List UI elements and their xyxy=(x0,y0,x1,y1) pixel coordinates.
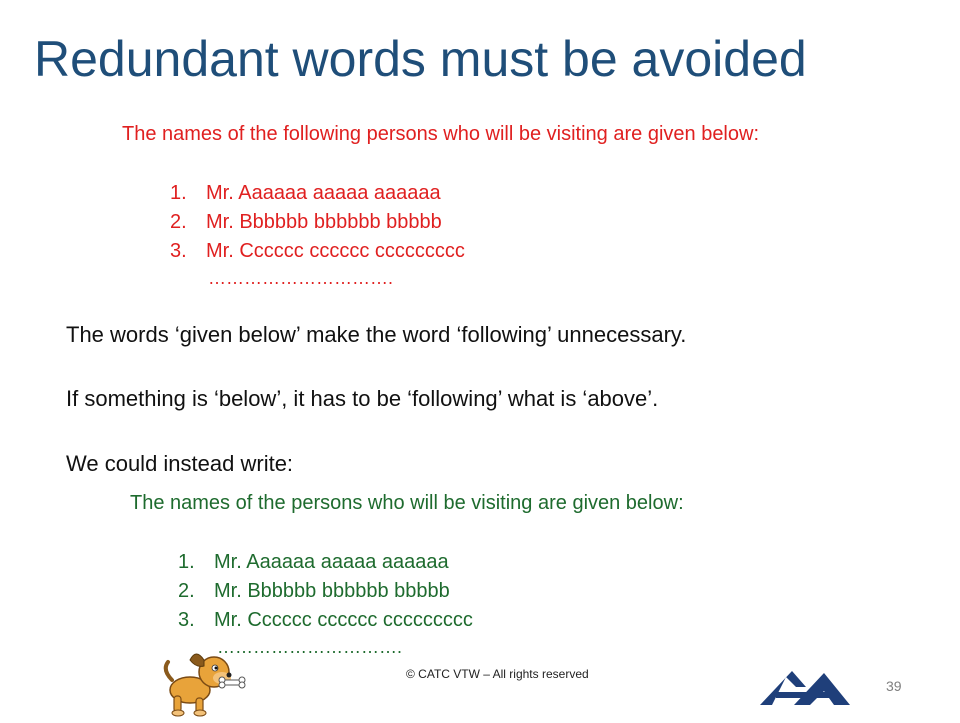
copyright-footer: © CATC VTW – All rights reserved xyxy=(406,667,589,681)
slide-title: Redundant words must be avoided xyxy=(34,31,807,87)
list-text: Mr. Cccccc cccccc ccccccccc xyxy=(206,240,465,262)
list-number: 1. xyxy=(170,182,187,204)
list-text: Mr. Aaaaaa aaaaa aaaaaa xyxy=(214,551,449,573)
list-number: 2. xyxy=(178,580,195,602)
list-item xyxy=(170,237,465,266)
list-number: 3. xyxy=(178,609,195,631)
corrected-example-intro: The names of the persons who will be visiting are given below: xyxy=(130,492,684,514)
list-number: 3. xyxy=(170,240,187,262)
list-item xyxy=(178,548,473,577)
list-item xyxy=(170,179,465,208)
explanation-line-3: We could instead write: xyxy=(66,451,294,476)
list-number: 1. xyxy=(178,551,195,573)
redundant-example-intro: The names of the following persons who will be visiting are given below: xyxy=(122,123,760,145)
list-text: Mr. Bbbbbb bbbbbb bbbbb xyxy=(206,211,442,233)
list-item xyxy=(178,577,473,606)
list-ellipsis: …………………………. xyxy=(217,637,403,657)
company-logo xyxy=(758,665,852,712)
redundant-example-list xyxy=(170,179,465,266)
page-number: 39 xyxy=(886,678,902,694)
explanation-line-2: If something is ‘below’, it has to be ‘following’ what is ‘above’. xyxy=(66,386,659,411)
list-text: Mr. Cccccc cccccc ccccccccc xyxy=(214,609,473,631)
list-text: Mr. Bbbbbb bbbbbb bbbbb xyxy=(214,580,450,602)
list-text: Mr. Aaaaaa aaaaa aaaaaa xyxy=(206,182,441,204)
list-item xyxy=(178,606,473,635)
dog-with-bone-icon xyxy=(160,646,250,723)
corrected-example-list xyxy=(178,548,473,635)
list-item xyxy=(170,208,465,237)
list-number: 2. xyxy=(170,211,187,233)
explanation-line-1: The words ‘given below’ make the word ‘following’ unnecessary. xyxy=(66,322,687,347)
list-ellipsis: …………………………. xyxy=(208,268,394,288)
